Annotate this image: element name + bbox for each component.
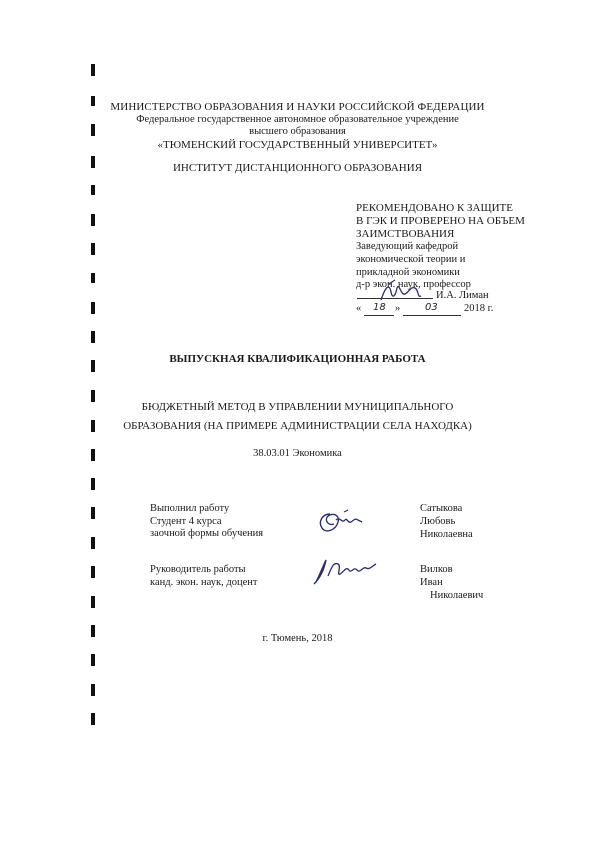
approval-signer: И.А. Лиман [436,290,489,301]
education-level-line: высшего образования [249,126,346,137]
approval-position: Заведующий кафедрой [356,241,459,252]
org-type-line: Федеральное государственное автономное образовательное учреждение [136,114,459,125]
binding-mark [91,566,95,578]
supervisor-signature [306,556,384,586]
topic-title-line: БЮДЖЕТНЫЙ МЕТОД В УПРАВЛЕНИИ МУНИЦИПАЛЬНОГО [141,401,454,413]
binding-mark [91,713,95,725]
approval-department: экономической теории и [356,254,466,265]
binding-mark [91,684,95,696]
date-month: 03 [425,302,438,313]
supervisor-role: Руководитель работы [150,564,246,575]
place-and-year: г. Тюмень, 2018 [262,633,333,644]
author-role: Выполнил работу [150,503,230,514]
approval-line: РЕКОМЕНДОВАНО К ЗАЩИТЕ [356,202,513,214]
topic-title-line: ОБРАЗОВАНИЯ (НА ПРИМЕРЕ АДМИНИСТРАЦИИ СЕЛА НАХОДКА) [123,420,472,432]
approval-line: ЗАИМСТВОВАНИЯ [356,228,455,240]
date-close-quote: » [395,303,401,314]
binding-mark [91,654,95,666]
approval-department: прикладной экономики [356,267,460,278]
author-role: заочной формы обучения [150,528,264,539]
binding-mark [91,243,95,255]
work-type-title: ВЫПУСКНАЯ КВАЛИФИКАЦИОННАЯ РАБОТА [169,353,426,365]
binding-mark [91,185,95,195]
binding-mark [91,478,95,490]
supervisor-surname: Вилков [420,564,453,575]
binding-mark [91,64,95,76]
supervisor-degree: канд. экон. наук, доцент [150,577,258,588]
binding-mark [91,214,95,226]
approval-line: В ГЭК И ПРОВЕРЕНО НА ОБЪЕМ [356,215,525,227]
binding-mark [91,507,95,519]
date-day-line [364,315,394,316]
specialty-code: 38.03.01 Экономика [253,448,342,459]
date-day: 18 [373,302,386,313]
supervisor-name: Иван [420,577,443,588]
approval-signature [375,278,425,304]
binding-mark [91,331,95,343]
approval-degree: д-р экон. наук, профессор [356,279,471,290]
ministry-name: МИНИСТЕРСТВО ОБРАЗОВАНИЯ И НАУКИ РОССИЙСКОЙ ФЕДЕРАЦИИ [110,101,485,113]
binding-mark [91,596,95,608]
date-year: 2018 г. [464,303,494,314]
author-role: Студент 4 курса [150,516,222,527]
author-signature [314,506,366,536]
author-patronymic: Николаевна [420,529,473,540]
date-month-line [403,315,461,316]
date-open-quote: « [356,303,362,314]
binding-mark [91,537,95,549]
supervisor-patronymic: Николаевич [430,590,484,601]
binding-mark [91,273,95,283]
binding-mark [91,302,95,314]
university-name: «ТЮМЕНСКИЙ ГОСУДАРСТВЕННЫЙ УНИВЕРСИТЕТ» [157,139,438,151]
author-name: Любовь [420,516,456,527]
institute-name: ИНСТИТУТ ДИСТАНЦИОННОГО ОБРАЗОВАНИЯ [172,162,423,174]
author-surname: Сатыкова [420,503,463,514]
